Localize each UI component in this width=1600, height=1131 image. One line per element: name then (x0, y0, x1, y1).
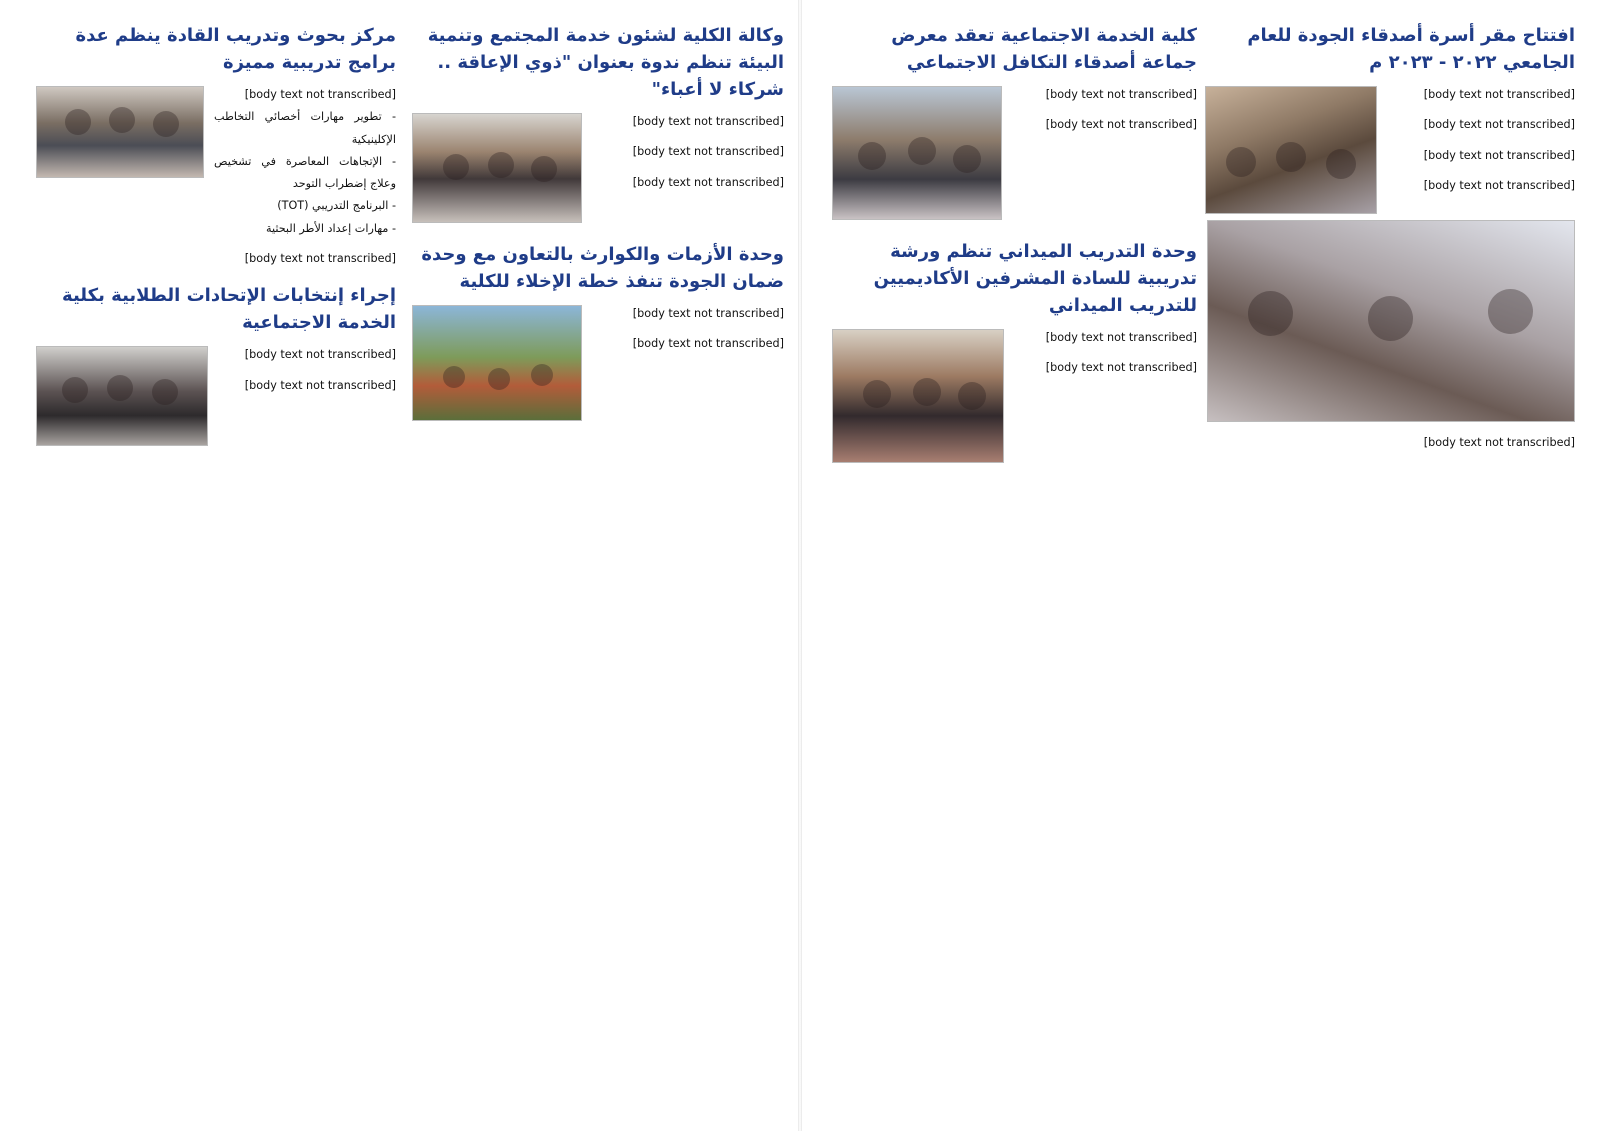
headline-social-solidarity: كلية الخدمة الاجتماعية تعقد معرض جماعة أصدقاء التكافل الاجتماعي (891, 25, 1197, 73)
column-center-left (412, 22, 784, 427)
headline-student-elections: إجراء إنتخابات الإتحادات الطلابية بكلية الخدمة الاجتماعية (62, 285, 396, 334)
photo-quality-friends-group (1205, 86, 1377, 214)
headline-disability-seminar: وكالة الكلية لشئون خدمة المجتمع وتنمية البيئة تنظم ندوة بعنوان "ذوي الإعاقة .. شركاء لا أعباء" (427, 25, 784, 100)
article-paragraph: [body text not transcribed] (1045, 331, 1197, 344)
article-paragraph: [body text not transcribed] (1423, 178, 1575, 192)
article-paragraph: [body text not transcribed] (244, 88, 396, 101)
photo-leadership-certificate (36, 86, 204, 178)
article-disability-seminar (412, 22, 784, 194)
article-paragraph: [body text not transcribed] (1423, 88, 1575, 101)
article-paragraph: [body text not transcribed] (632, 337, 784, 351)
article-social-solidarity (832, 22, 1197, 137)
article-paragraph: [body text not transcribed] (244, 348, 396, 362)
article-paragraph: [body text not transcribed] (1423, 148, 1575, 162)
column-left (36, 22, 396, 452)
training-program-item: - الإتجاهات المعاصرة في تشخيص وعلاج إضطراب التوحد (214, 154, 396, 191)
headline-quality-friends: افتتاح مقر أسرة أصدقاء الجودة للعام الجامعي ٢٠٢٢ - ٢٠٢٣ م (1247, 25, 1575, 73)
training-program-item: - تطوير مهارات أخصائي التخاطب الإكلينيكية (214, 110, 396, 146)
photo-evacuation-drill (412, 305, 582, 421)
headline-leadership-center: مركز بحوث وتدريب القادة ينظم عدة برامج تدريبية مميزة (75, 25, 396, 73)
article-field-training (832, 238, 1197, 380)
column-right (1205, 22, 1575, 454)
photo-social-solidarity-exhibition (832, 86, 1002, 220)
article-paragraph: [body text not transcribed] (632, 145, 784, 159)
article-paragraph: [body text not transcribed] (1045, 361, 1197, 375)
photo-field-training-workshop (832, 329, 1004, 463)
training-program-item: - مهارات إعداد الأطر البحثية (265, 221, 396, 235)
article-paragraph: [body text not transcribed] (1423, 118, 1575, 132)
article-paragraph: [body text not transcribed] (244, 378, 396, 392)
photo-student-elections-committee (36, 346, 208, 446)
training-program-item: - البرنامج التدريبي (TOT) (277, 199, 396, 213)
article-student-elections (36, 282, 396, 397)
article-paragraph: [body text not transcribed] (1423, 436, 1575, 449)
article-paragraph: [body text not transcribed] (244, 252, 396, 266)
photo-quality-friends-honoring (1207, 220, 1575, 422)
headline-evacuation-plan: وحدة الأزمات والكوارث بالتعاون مع وحدة ضمان الجودة تنفذ خطة الإخلاء للكلية (421, 244, 784, 292)
headline-field-training: وحدة التدريب الميداني تنظم ورشة تدريبية للسادة المشرفين الأكاديميين للتدريب الميداني (873, 241, 1197, 316)
page-fold (798, 0, 802, 1131)
article-paragraph: [body text not transcribed] (1045, 88, 1197, 101)
article-paragraph: [body text not transcribed] (632, 307, 784, 320)
article-paragraph: [body text not transcribed] (1045, 118, 1197, 132)
column-center-right (832, 22, 1197, 469)
photo-disability-seminar-panel (412, 113, 582, 223)
article-paragraph: [body text not transcribed] (632, 175, 784, 189)
article-quality-friends (1205, 22, 1575, 454)
article-leadership-center (36, 22, 396, 270)
article-evacuation-plan (412, 241, 784, 356)
article-paragraph: [body text not transcribed] (632, 115, 784, 128)
